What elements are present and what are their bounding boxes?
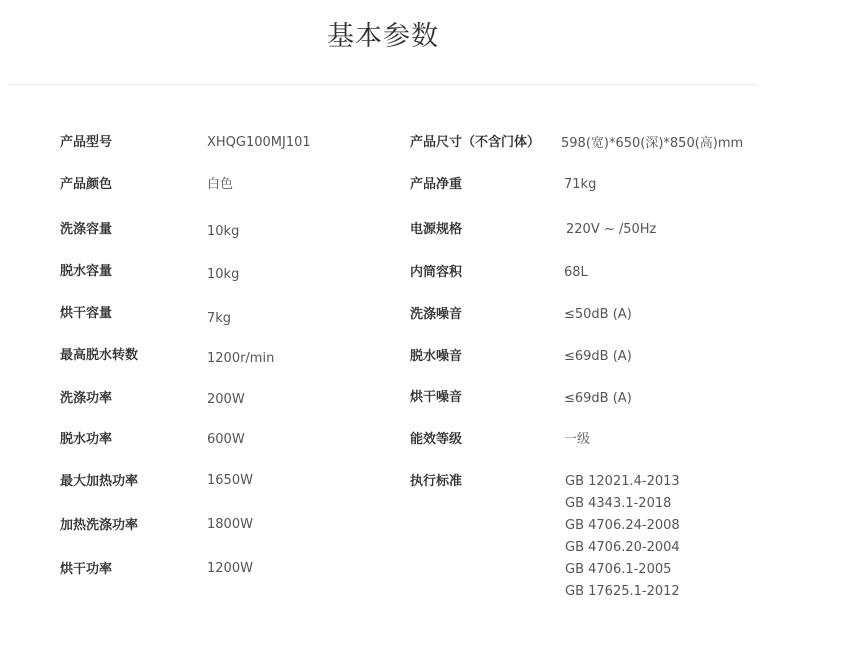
- spec-value: 68L: [564, 265, 588, 280]
- spec-label: 脱水容量: [60, 264, 113, 279]
- spec-value: 一级: [564, 432, 591, 447]
- spec-value: 白色: [207, 177, 234, 192]
- spec-value: ≤69dB (A): [564, 349, 632, 364]
- spec-label: 洗涤功率: [60, 391, 113, 406]
- standard-item: GB 12021.4-2013: [565, 474, 680, 489]
- spec-label: 能效等级: [410, 432, 463, 447]
- spec-value: 10kg: [207, 224, 240, 239]
- spec-value: 1200r/min: [207, 351, 275, 366]
- spec-value: 1650W: [207, 473, 253, 488]
- standard-item: GB 4706.1-2005: [565, 562, 672, 577]
- spec-value: 600W: [207, 432, 245, 447]
- spec-label: 烘干容量: [60, 306, 113, 321]
- spec-value: ≤69dB (A): [564, 391, 632, 406]
- standard-item: GB 4706.24-2008: [565, 518, 680, 533]
- spec-label: 脱水功率: [60, 432, 113, 447]
- spec-value: 71kg: [564, 177, 597, 192]
- spec-label: 脱水噪音: [410, 349, 463, 364]
- spec-value: 1800W: [207, 517, 253, 532]
- title-divider: [10, 84, 756, 85]
- standard-item: GB 4706.20-2004: [565, 540, 680, 555]
- spec-value: 598(宽)*650(深)*850(高)mm: [561, 136, 744, 151]
- spec-value: 1200W: [207, 561, 253, 576]
- spec-label: 产品型号: [60, 135, 113, 150]
- spec-label: 电源规格: [410, 222, 463, 237]
- spec-value: 200W: [207, 392, 245, 407]
- spec-value: 7kg: [207, 311, 232, 326]
- spec-label: 洗涤噪音: [410, 307, 463, 322]
- spec-label: 内筒容积: [410, 265, 463, 280]
- standard-item: GB 17625.1-2012: [565, 584, 680, 599]
- spec-value: 220V ~ /50Hz: [566, 222, 657, 237]
- spec-label: 最高脱水转数: [60, 348, 139, 363]
- spec-label: 产品尺寸（不含门体）: [410, 135, 541, 150]
- spec-label: 烘干功率: [60, 562, 113, 577]
- spec-value: ≤50dB (A): [564, 307, 632, 322]
- spec-label: 加热洗涤功率: [60, 518, 139, 533]
- spec-label: 烘干噪音: [410, 390, 463, 405]
- spec-label: 最大加热功率: [60, 474, 139, 489]
- spec-label: 执行标准: [410, 474, 463, 489]
- spec-label: 产品净重: [410, 177, 463, 192]
- page-title: 基本参数: [327, 21, 439, 52]
- spec-label: 洗涤容量: [60, 222, 113, 237]
- spec-value: 10kg: [207, 267, 240, 282]
- spec-value: XHQG100MJ101: [207, 135, 311, 150]
- standard-item: GB 4343.1-2018: [565, 496, 672, 511]
- spec-label: 产品颜色: [60, 177, 113, 192]
